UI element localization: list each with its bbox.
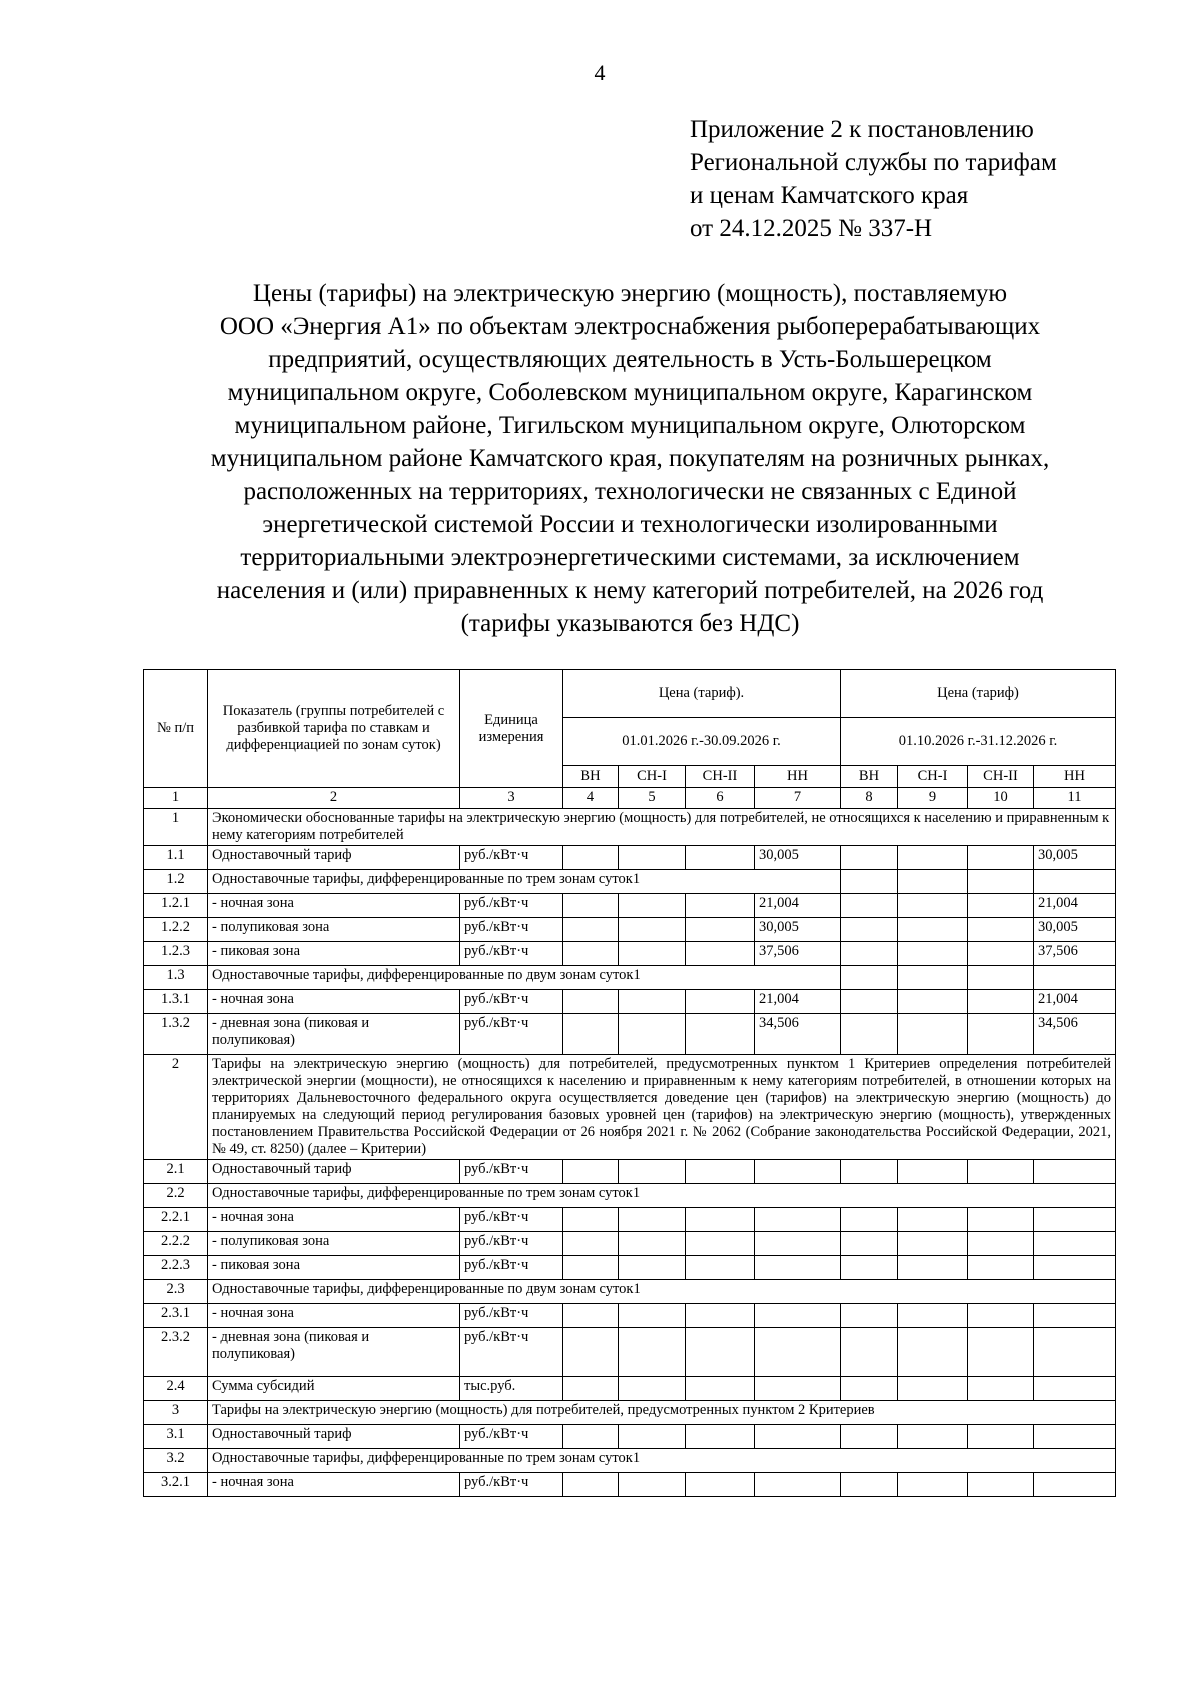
row-number: 1.2.3 <box>144 942 208 966</box>
tariff-value: 30,005 <box>1034 846 1116 870</box>
row-number: 1.3 <box>144 966 208 990</box>
subsection-title: Одноставочные тарифы, дифференцированные по трем зонам суток1 <box>208 1449 1116 1473</box>
table-row <box>144 1208 1116 1232</box>
row-unit: руб./кВт·ч <box>460 1328 563 1377</box>
tariff-value: 21,004 <box>1034 990 1116 1014</box>
column-number: 4 <box>563 788 619 809</box>
tariff-value: 30,005 <box>1034 918 1116 942</box>
row-unit: руб./кВт·ч <box>460 942 563 966</box>
column-number: 5 <box>619 788 686 809</box>
row-indicator: Одноставочный тариф <box>208 1425 460 1449</box>
header-level: СН-I <box>619 766 686 788</box>
tariff-value: 37,506 <box>1034 942 1116 966</box>
row-number: 2.2 <box>144 1184 208 1208</box>
header-price-period-2: Цена (тариф) <box>841 670 1116 718</box>
subsection-row <box>144 1449 1116 1473</box>
header-level: НН <box>1034 766 1116 788</box>
appendix-line: и ценам Камчатского края <box>690 182 969 209</box>
subsection-title: Одноставочные тарифы, дифференцированные по трем зонам суток1 <box>208 870 841 894</box>
row-number: 1.2 <box>144 870 208 894</box>
appendix-reference <box>690 113 1057 245</box>
tariff-value: 21,004 <box>1034 894 1116 918</box>
row-indicator: Одноставочный тариф <box>208 1160 460 1184</box>
row-unit: руб./кВт·ч <box>460 1473 563 1497</box>
subsection-row <box>144 1280 1116 1304</box>
table-row <box>144 1256 1116 1280</box>
row-number: 3.1 <box>144 1425 208 1449</box>
table-row <box>144 1377 1116 1401</box>
row-indicator: - ночная зона <box>208 1473 460 1497</box>
subsection-row <box>144 1184 1116 1208</box>
appendix-line: Региональной службы по тарифам <box>690 149 1057 176</box>
tariff-value: 37,506 <box>755 942 841 966</box>
row-indicator: Сумма субсидий <box>208 1377 460 1401</box>
header-level: СН-II <box>686 766 755 788</box>
row-unit: руб./кВт·ч <box>460 1160 563 1184</box>
row-unit: руб./кВт·ч <box>460 1256 563 1280</box>
tariff-value: 21,004 <box>755 990 841 1014</box>
table-row <box>144 1425 1116 1449</box>
row-indicator: - полупиковая зона <box>208 918 460 942</box>
row-indicator: - ночная зона <box>208 1208 460 1232</box>
column-number: 1 <box>144 788 208 809</box>
row-number: 2.1 <box>144 1160 208 1184</box>
row-number: 2.3.1 <box>144 1304 208 1328</box>
row-unit: руб./кВт·ч <box>460 1304 563 1328</box>
title-line: предприятий, осуществляющих деятельность в Усть-Большерецком <box>268 346 992 373</box>
title-line: расположенных на территориях, технологически не связанных с Единой <box>243 478 1017 505</box>
row-number: 2.3.2 <box>144 1328 208 1377</box>
row-unit: руб./кВт·ч <box>460 990 563 1014</box>
row-number: 2.4 <box>144 1377 208 1401</box>
subsection-title: Одноставочные тарифы, дифференцированные по двум зонам суток1 <box>208 1280 1116 1304</box>
title-line: муниципальном округе, Соболевском муниципальном округе, Карагинском <box>227 379 1033 406</box>
subsection-title: Одноставочные тарифы, дифференцированные по трем зонам суток1 <box>208 1184 1116 1208</box>
row-number: 1.3.2 <box>144 1014 208 1055</box>
appendix-line: Приложение 2 к постановлению <box>690 116 1034 143</box>
row-number: 1.2.1 <box>144 894 208 918</box>
title-line: территориальными электроэнергетическими системами, за исключением <box>240 544 1020 571</box>
table-row <box>144 1304 1116 1328</box>
table-row <box>144 990 1116 1014</box>
row-number: 1.1 <box>144 846 208 870</box>
row-number: 3.2 <box>144 1449 208 1473</box>
header-dates-period-2: 01.10.2026 г.-31.12.2026 г. <box>841 718 1116 766</box>
table-row <box>144 1160 1116 1184</box>
tariff-value: 30,005 <box>755 918 841 942</box>
header-level: СН-I <box>898 766 968 788</box>
header-level: НН <box>755 766 841 788</box>
title-line: муниципальном районе, Тигильском муниципальном округе, Олюторском <box>234 412 1026 439</box>
subsection-row <box>144 966 1116 990</box>
title-line: (тарифы указываются без НДС) <box>460 610 800 637</box>
row-unit: руб./кВт·ч <box>460 1232 563 1256</box>
table-row <box>144 894 1116 918</box>
row-indicator: - полупиковая зона <box>208 1232 460 1256</box>
column-number: 6 <box>686 788 755 809</box>
header-indicator: Показатель (группы потребителей с разбивкой тарифа по ставкам и дифференциацией по зонам суток) <box>208 670 460 788</box>
row-indicator: - пиковая зона <box>208 1256 460 1280</box>
column-number: 3 <box>460 788 563 809</box>
column-number: 7 <box>755 788 841 809</box>
table-row <box>144 846 1116 870</box>
subsection-title: Одноставочные тарифы, дифференцированные по двум зонам суток1 <box>208 966 841 990</box>
table-row <box>144 942 1116 966</box>
header-level: ВН <box>563 766 619 788</box>
tariff-value: 21,004 <box>755 894 841 918</box>
tariff-value: 34,506 <box>755 1014 841 1055</box>
row-number: 2.2.1 <box>144 1208 208 1232</box>
table-row <box>144 1014 1116 1055</box>
column-number: 10 <box>968 788 1034 809</box>
appendix-line: от 24.12.2025 № 337-Н <box>690 215 933 242</box>
title-line: энергетической системой России и технологически изолированными <box>262 511 998 538</box>
section-row <box>144 809 1116 846</box>
column-number: 9 <box>898 788 968 809</box>
header-dates-period-1: 01.01.2026 г.-30.09.2026 г. <box>563 718 841 766</box>
tariff-value: 34,506 <box>1034 1014 1116 1055</box>
table-row <box>144 1328 1116 1377</box>
header-level: СН-II <box>968 766 1034 788</box>
header-price-period-1: Цена (тариф). <box>563 670 841 718</box>
row-indicator: - ночная зона <box>208 990 460 1014</box>
section-title: Тарифы на электрическую энергию (мощность) для потребителей, предусмотренных пунктом 1 Критериев определения потребителей электрической энергии (мощности), не относящихся к населению и приравненным к нему категориям потребителей, в отношении которых на территориях Дальневосточного федерального округа осуществляется доведение цен (тарифов) на электрическую энергию (мощность) до планируемых на следующий период регулирования базовых уровней цен (тарифов) на электрическую энергию (мощность), утвержденных постановлением Правительства Российской Федерации от 26 ноября 2021 г. № 2062 (Собрание законодательства Российской Федерации, 2021, № 49, ст. 8250) (далее – Критерии) <box>208 1055 1116 1160</box>
section-title: Экономически обоснованные тарифы на электрическую энергию (мощность) для потребителей, не относящихся к населению и приравненным к нему категориям потребителей <box>208 809 1116 846</box>
row-number: 3.2.1 <box>144 1473 208 1497</box>
title-line: ООО «Энергия А1» по объектам электроснабжения рыбоперерабатывающих <box>219 313 1041 340</box>
column-number: 11 <box>1034 788 1116 809</box>
row-number: 1.3.1 <box>144 990 208 1014</box>
table-row <box>144 918 1116 942</box>
row-unit: руб./кВт·ч <box>460 846 563 870</box>
table-row <box>144 1232 1116 1256</box>
subsection-row <box>144 870 1116 894</box>
title-line: Цены (тарифы) на электрическую энергию (мощность), поставляемую <box>252 280 1008 307</box>
row-indicator: - дневная зона (пиковая и полупиковая) <box>208 1014 460 1055</box>
row-indicator: - дневная зона (пиковая и полупиковая) <box>208 1328 460 1377</box>
tariff-table <box>143 669 1116 1497</box>
row-number: 2.2.2 <box>144 1232 208 1256</box>
title-line: муниципальном районе Камчатского края, покупателям на розничных рынках, <box>210 445 1050 472</box>
row-number: 2.3 <box>144 1280 208 1304</box>
row-number: 2 <box>144 1055 208 1160</box>
section-title: Тарифы на электрическую энергию (мощность) для потребителей, предусмотренных пунктом 2 Критериев <box>208 1401 1116 1425</box>
row-unit: тыс.руб. <box>460 1377 563 1401</box>
column-number: 8 <box>841 788 898 809</box>
row-number: 2.2.3 <box>144 1256 208 1280</box>
header-level: ВН <box>841 766 898 788</box>
title-line: населения и (или) приравненных к нему категорий потребителей, на 2026 год <box>216 577 1044 604</box>
row-indicator: - пиковая зона <box>208 942 460 966</box>
column-numbers-row <box>144 788 1116 809</box>
row-number: 3 <box>144 1401 208 1425</box>
row-unit: руб./кВт·ч <box>460 1425 563 1449</box>
row-indicator: Одноставочный тариф <box>208 846 460 870</box>
header-unit: Единица измерения <box>460 670 563 788</box>
row-number: 1.2.2 <box>144 918 208 942</box>
row-indicator: - ночная зона <box>208 894 460 918</box>
column-number: 2 <box>208 788 460 809</box>
row-unit: руб./кВт·ч <box>460 894 563 918</box>
page-number: 4 <box>594 60 606 85</box>
row-unit: руб./кВт·ч <box>460 1014 563 1055</box>
table-row <box>144 1473 1116 1497</box>
header-number: № п/п <box>144 670 208 788</box>
row-number: 1 <box>144 809 208 846</box>
row-unit: руб./кВт·ч <box>460 1208 563 1232</box>
tariff-value: 30,005 <box>755 846 841 870</box>
row-unit: руб./кВт·ч <box>460 918 563 942</box>
section-row <box>144 1055 1116 1160</box>
document-title <box>140 277 1120 640</box>
row-indicator: - ночная зона <box>208 1304 460 1328</box>
section-row <box>144 1401 1116 1425</box>
